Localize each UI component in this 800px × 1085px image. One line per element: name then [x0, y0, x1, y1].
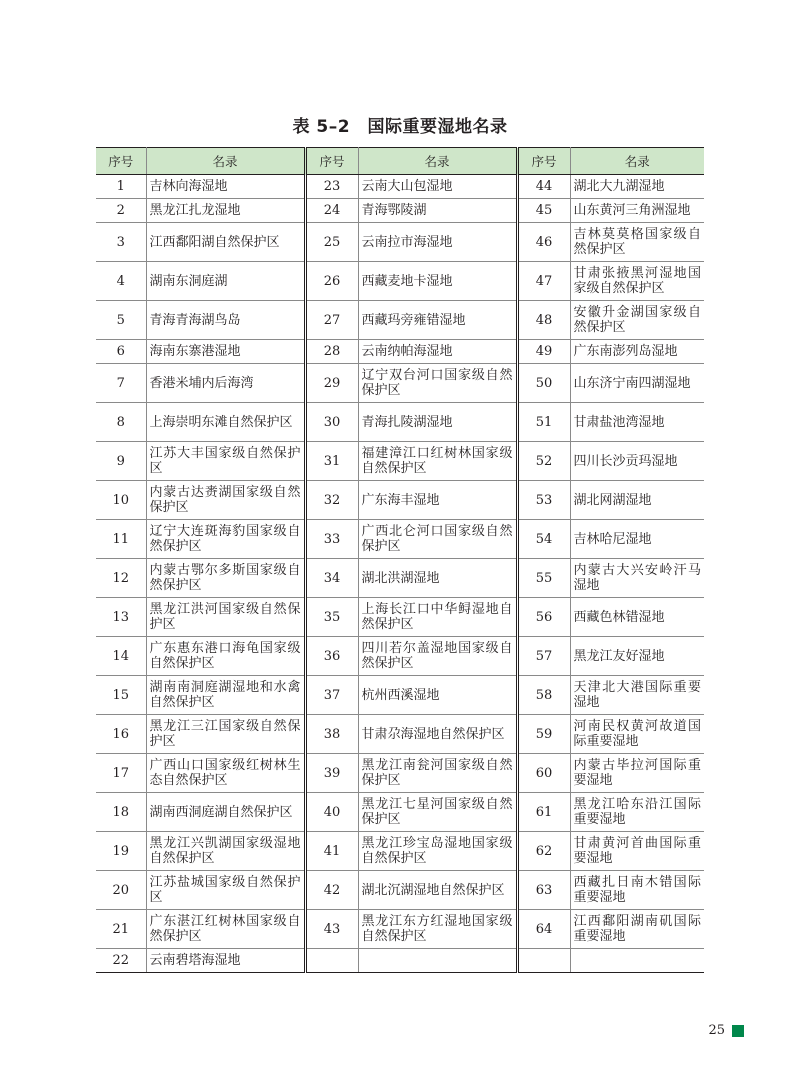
wetland-name: 吉林向海湿地	[146, 175, 305, 199]
wetland-number: 26	[305, 262, 358, 301]
wetland-number: 15	[96, 676, 146, 715]
wetland-number: 22	[96, 949, 146, 973]
table-row	[96, 175, 704, 199]
wetland-name: 湖南南洞庭湖湿地和水禽自然保护区	[146, 676, 305, 715]
wetland-name: 西藏玛旁雍错湿地	[358, 301, 517, 340]
wetland-name: 广东海丰湿地	[358, 481, 517, 520]
table-row	[96, 676, 704, 715]
wetland-number: 34	[305, 559, 358, 598]
wetland-number: 4	[96, 262, 146, 301]
page-marker-square	[732, 1025, 744, 1037]
wetland-number: 5	[96, 301, 146, 340]
header-no: 序号	[517, 148, 570, 175]
wetland-number: 2	[96, 199, 146, 223]
wetland-name: 香港米埔内后海湾	[146, 364, 305, 403]
wetland-name: 内蒙古达赉湖国家级自然保护区	[146, 481, 305, 520]
wetland-name: 青海鄂陵湖	[358, 199, 517, 223]
wetland-name: 西藏麦地卡湿地	[358, 262, 517, 301]
wetland-number: 28	[305, 340, 358, 364]
wetland-number: 33	[305, 520, 358, 559]
wetland-number: 44	[517, 175, 570, 199]
table-row	[96, 598, 704, 637]
wetland-name: 湖北沉湖湿地自然保护区	[358, 871, 517, 910]
wetland-name: 黑龙江东方红湿地国家级自然保护区	[358, 910, 517, 949]
wetland-name: 江西鄱阳湖自然保护区	[146, 223, 305, 262]
table-row	[96, 520, 704, 559]
wetland-name: 甘肃尕海湿地自然保护区	[358, 715, 517, 754]
wetland-name: 黑龙江扎龙湿地	[146, 199, 305, 223]
wetland-name: 青海扎陵湖湿地	[358, 403, 517, 442]
wetlands-table	[96, 147, 704, 973]
wetland-name: 湖南东洞庭湖	[146, 262, 305, 301]
wetland-number: 63	[517, 871, 570, 910]
wetland-number: 61	[517, 793, 570, 832]
page-number: 25	[708, 1023, 725, 1038]
wetland-name: 黑龙江友好湿地	[570, 637, 704, 676]
table-row	[96, 793, 704, 832]
wetland-name: 甘肃张掖黑河湿地国家级自然保护区	[570, 262, 704, 301]
wetland-name: 杭州西溪湿地	[358, 676, 517, 715]
wetland-number: 62	[517, 832, 570, 871]
wetland-number: 6	[96, 340, 146, 364]
wetland-name: 河南民权黄河故道国际重要湿地	[570, 715, 704, 754]
wetland-number: 1	[96, 175, 146, 199]
wetland-number: 21	[96, 910, 146, 949]
wetland-name: 吉林哈尼湿地	[570, 520, 704, 559]
wetland-name: 广西北仑河口国家级自然保护区	[358, 520, 517, 559]
wetland-name: 江苏盐城国家级自然保护区	[146, 871, 305, 910]
wetland-number: 25	[305, 223, 358, 262]
wetland-name: 云南纳帕海湿地	[358, 340, 517, 364]
wetland-number	[305, 949, 358, 973]
wetland-number: 57	[517, 637, 570, 676]
wetland-number: 45	[517, 199, 570, 223]
wetland-number: 20	[96, 871, 146, 910]
table-row	[96, 199, 704, 223]
wetland-number: 19	[96, 832, 146, 871]
wetland-name: 广东惠东港口海龟国家级自然保护区	[146, 637, 305, 676]
wetland-name: 湖北大九湖湿地	[570, 175, 704, 199]
wetland-number: 8	[96, 403, 146, 442]
wetland-name: 青海青海湖鸟岛	[146, 301, 305, 340]
table-row	[96, 364, 704, 403]
wetland-name: 四川长沙贡玛湿地	[570, 442, 704, 481]
table-row	[96, 340, 704, 364]
wetland-name	[358, 949, 517, 973]
table-row	[96, 442, 704, 481]
wetland-number: 53	[517, 481, 570, 520]
wetland-number: 43	[305, 910, 358, 949]
wetland-name: 内蒙古鄂尔多斯国家级自然保护区	[146, 559, 305, 598]
wetland-name: 山东黄河三角洲湿地	[570, 199, 704, 223]
wetland-number: 12	[96, 559, 146, 598]
page-footer	[708, 1023, 744, 1038]
wetland-name: 海南东寨港湿地	[146, 340, 305, 364]
wetland-name: 上海长江口中华鲟湿地自然保护区	[358, 598, 517, 637]
wetland-number: 47	[517, 262, 570, 301]
wetland-number: 17	[96, 754, 146, 793]
wetland-name: 广东湛江红树林国家级自然保护区	[146, 910, 305, 949]
table-row	[96, 871, 704, 910]
wetland-number: 37	[305, 676, 358, 715]
wetland-number: 18	[96, 793, 146, 832]
wetland-number: 60	[517, 754, 570, 793]
wetland-name: 黑龙江洪河国家级自然保护区	[146, 598, 305, 637]
header-name: 名录	[358, 148, 517, 175]
header-name: 名录	[570, 148, 704, 175]
wetland-name: 辽宁双台河口国家级自然保护区	[358, 364, 517, 403]
table-body	[96, 175, 704, 973]
wetland-name: 黑龙江南瓮河国家级自然保护区	[358, 754, 517, 793]
wetland-name: 广东南澎列岛湿地	[570, 340, 704, 364]
header-no: 序号	[96, 148, 146, 175]
wetland-name: 湖南西洞庭湖自然保护区	[146, 793, 305, 832]
wetland-name: 云南拉市海湿地	[358, 223, 517, 262]
wetland-name: 黑龙江哈东沿江国际重要湿地	[570, 793, 704, 832]
wetland-number: 42	[305, 871, 358, 910]
wetland-name: 云南碧塔海湿地	[146, 949, 305, 973]
wetland-name: 甘肃黄河首曲国际重要湿地	[570, 832, 704, 871]
wetland-name: 江苏大丰国家级自然保护区	[146, 442, 305, 481]
wetland-name: 山东济宁南四湖湿地	[570, 364, 704, 403]
wetland-number: 9	[96, 442, 146, 481]
wetland-name: 西藏扎日南木错国际重要湿地	[570, 871, 704, 910]
wetland-number: 55	[517, 559, 570, 598]
wetland-number: 29	[305, 364, 358, 403]
wetland-number: 41	[305, 832, 358, 871]
wetland-name: 福建漳江口红树林国家级自然保护区	[358, 442, 517, 481]
wetland-name: 天津北大港国际重要湿地	[570, 676, 704, 715]
wetland-number: 10	[96, 481, 146, 520]
wetland-number: 64	[517, 910, 570, 949]
wetland-number: 52	[517, 442, 570, 481]
table-row	[96, 262, 704, 301]
header-name: 名录	[146, 148, 305, 175]
wetland-number: 23	[305, 175, 358, 199]
wetland-name: 吉林莫莫格国家级自然保护区	[570, 223, 704, 262]
table-row	[96, 637, 704, 676]
table-row	[96, 715, 704, 754]
table-row	[96, 559, 704, 598]
wetland-number: 13	[96, 598, 146, 637]
wetland-number: 3	[96, 223, 146, 262]
wetland-name: 江西鄱阳湖南矶国际重要湿地	[570, 910, 704, 949]
wetland-number: 40	[305, 793, 358, 832]
wetland-name: 上海崇明东滩自然保护区	[146, 403, 305, 442]
wetland-number: 31	[305, 442, 358, 481]
table-row	[96, 832, 704, 871]
wetland-name: 内蒙古毕拉河国际重要湿地	[570, 754, 704, 793]
wetland-number: 56	[517, 598, 570, 637]
wetland-name: 黑龙江七星河国家级自然保护区	[358, 793, 517, 832]
wetland-number: 38	[305, 715, 358, 754]
table-row	[96, 949, 704, 973]
wetland-number: 51	[517, 403, 570, 442]
wetland-number: 49	[517, 340, 570, 364]
wetland-number: 35	[305, 598, 358, 637]
wetland-number	[517, 949, 570, 973]
wetland-number: 14	[96, 637, 146, 676]
wetland-number: 36	[305, 637, 358, 676]
wetland-name: 黑龙江珍宝岛湿地国家级自然保护区	[358, 832, 517, 871]
table-row	[96, 754, 704, 793]
table-row	[96, 481, 704, 520]
wetland-name: 内蒙古大兴安岭汗马湿地	[570, 559, 704, 598]
wetland-name: 安徽升金湖国家级自然保护区	[570, 301, 704, 340]
wetland-name: 甘肃盐池湾湿地	[570, 403, 704, 442]
wetland-name: 西藏色林错湿地	[570, 598, 704, 637]
table-row	[96, 223, 704, 262]
wetland-number: 54	[517, 520, 570, 559]
wetland-name: 广西山口国家级红树林生态自然保护区	[146, 754, 305, 793]
wetland-name	[570, 949, 704, 973]
wetland-number: 30	[305, 403, 358, 442]
wetland-number: 7	[96, 364, 146, 403]
wetland-name: 辽宁大连斑海豹国家级自然保护区	[146, 520, 305, 559]
wetland-name: 湖北网湖湿地	[570, 481, 704, 520]
wetland-number: 24	[305, 199, 358, 223]
table-row	[96, 910, 704, 949]
wetland-number: 16	[96, 715, 146, 754]
table-row	[96, 301, 704, 340]
wetland-number: 48	[517, 301, 570, 340]
wetland-name: 湖北洪湖湿地	[358, 559, 517, 598]
wetland-name: 四川若尔盖湿地国家级自然保护区	[358, 637, 517, 676]
wetland-number: 58	[517, 676, 570, 715]
wetland-number: 11	[96, 520, 146, 559]
page-title: 表 5–2 国际重要湿地名录	[292, 117, 508, 137]
wetland-number: 50	[517, 364, 570, 403]
wetland-number: 32	[305, 481, 358, 520]
header-no: 序号	[305, 148, 358, 175]
wetland-number: 27	[305, 301, 358, 340]
wetland-number: 39	[305, 754, 358, 793]
table-header-row	[96, 148, 704, 175]
wetland-name: 黑龙江兴凯湖国家级湿地自然保护区	[146, 832, 305, 871]
wetland-name: 黑龙江三江国家级自然保护区	[146, 715, 305, 754]
table-row	[96, 403, 704, 442]
wetland-number: 46	[517, 223, 570, 262]
wetland-number: 59	[517, 715, 570, 754]
wetland-name: 云南大山包湿地	[358, 175, 517, 199]
